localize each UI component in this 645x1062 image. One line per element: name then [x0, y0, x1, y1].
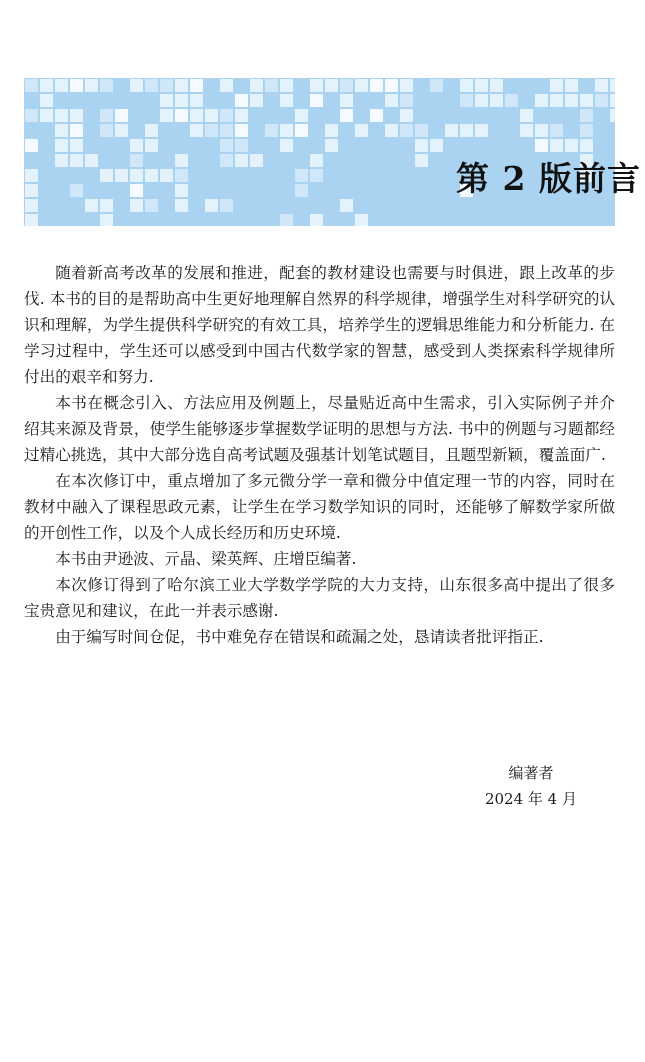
mosaic-tile	[100, 214, 113, 226]
mosaic-tile	[25, 169, 38, 182]
mosaic-tile	[295, 169, 308, 182]
mosaic-tile	[100, 79, 113, 92]
mosaic-tile	[250, 79, 263, 92]
mosaic-tile	[325, 79, 338, 92]
mosaic-tile	[160, 79, 173, 92]
mosaic-tile	[565, 139, 578, 152]
mosaic-tile	[385, 124, 398, 137]
mosaic-tile	[85, 154, 98, 167]
mosaic-tile	[85, 79, 98, 92]
mosaic-tile	[55, 109, 68, 122]
mosaic-tile	[310, 214, 323, 226]
mosaic-tile	[550, 124, 563, 137]
mosaic-tile	[145, 199, 158, 212]
mosaic-tile	[505, 94, 518, 107]
paragraph: 本书在概念引入、方法应用及例题上，尽量贴近高中生需求，引入实际例子并介绍其来源及背景，使学生能够逐步掌握数学证明的思想与方法. 书中的例题与习题都经过精心挑选，其中大部分选自高考试题及强基计划笔试题目，且题型新颖，覆盖面广.	[24, 394, 615, 464]
mosaic-tile	[610, 94, 615, 107]
mosaic-tile	[460, 79, 473, 92]
mosaic-tile	[220, 154, 233, 167]
mosaic-tile	[310, 169, 323, 182]
paragraph: 本次修订得到了哈尔滨工业大学数学学院的大力支持，山东很多高中提出了很多宝贵意见和建议，在此一并表示感谢.	[24, 576, 615, 620]
mosaic-tile	[595, 94, 608, 107]
mosaic-tile	[70, 79, 83, 92]
author-signature: 编著者	[508, 764, 554, 782]
mosaic-tile	[205, 109, 218, 122]
mosaic-tile	[550, 94, 563, 107]
mosaic-tile	[160, 109, 173, 122]
mosaic-tile	[220, 139, 233, 152]
mosaic-tile	[295, 109, 308, 122]
signature-block	[485, 760, 577, 812]
mosaic-tile	[220, 109, 233, 122]
mosaic-tile	[175, 79, 188, 92]
mosaic-tile	[400, 124, 413, 137]
mosaic-tile	[415, 154, 428, 167]
mosaic-tile	[205, 199, 218, 212]
mosaic-tile	[100, 124, 113, 137]
mosaic-tile	[535, 124, 548, 137]
mosaic-tile	[580, 124, 593, 137]
mosaic-tile	[220, 79, 233, 92]
mosaic-tile	[400, 79, 413, 92]
mosaic-tile	[145, 139, 158, 152]
mosaic-tile	[145, 169, 158, 182]
mosaic-tile	[355, 124, 368, 137]
mosaic-tile	[340, 109, 353, 122]
mosaic-tile	[535, 94, 548, 107]
mosaic-tile	[370, 109, 383, 122]
page-title: 第 2 版前言	[456, 159, 641, 198]
mosaic-tile	[280, 124, 293, 137]
mosaic-tile	[340, 199, 353, 212]
mosaic-tile	[160, 169, 173, 182]
mosaic-tile	[235, 139, 248, 152]
mosaic-tile	[460, 124, 473, 137]
mosaic-tile	[55, 139, 68, 152]
mosaic-tile	[100, 109, 113, 122]
mosaic-tile	[175, 169, 188, 182]
mosaic-tile	[70, 124, 83, 137]
mosaic-tile	[85, 199, 98, 212]
mosaic-pattern	[24, 78, 615, 226]
mosaic-tile	[70, 154, 83, 167]
mosaic-tile	[565, 79, 578, 92]
mosaic-tile	[175, 154, 188, 167]
mosaic-tile	[430, 79, 443, 92]
mosaic-tile	[295, 124, 308, 137]
mosaic-tile	[130, 199, 143, 212]
mosaic-tile	[70, 184, 83, 197]
mosaic-tile	[130, 154, 143, 167]
mosaic-tile	[25, 214, 38, 226]
mosaic-tile	[235, 109, 248, 122]
mosaic-tile	[130, 139, 143, 152]
mosaic-tile	[205, 124, 218, 137]
mosaic-tile	[220, 199, 233, 212]
mosaic-tile	[130, 79, 143, 92]
mosaic-tile	[460, 94, 473, 107]
mosaic-tile	[25, 109, 38, 122]
mosaic-tile	[130, 169, 143, 182]
mosaic-tile	[445, 124, 458, 137]
mosaic-tile	[235, 154, 248, 167]
mosaic-tile	[100, 169, 113, 182]
mosaic-tile	[475, 79, 488, 92]
mosaic-tile	[475, 94, 488, 107]
mosaic-tile	[535, 139, 548, 152]
paragraph: 本书由尹逊波、亓晶、梁英辉、庄增臣编著.	[55, 550, 357, 568]
paragraph: 在本次修订中，重点增加了多元微分学一章和微分中值定理一节的内容，同时在教材中融入了课程思政元素，让学生在学习数学知识的同时，还能够了解数学家所做的开创性工作，以及个人成长经历和历史环境.	[24, 472, 615, 542]
mosaic-tile	[475, 124, 488, 137]
mosaic-tile	[370, 79, 383, 92]
preface-body	[24, 260, 615, 650]
mosaic-tile	[280, 79, 293, 92]
mosaic-tile	[160, 94, 173, 107]
mosaic-tile	[40, 94, 53, 107]
mosaic-tile	[100, 199, 113, 212]
mosaic-tile	[115, 169, 128, 182]
mosaic-tile	[385, 79, 398, 92]
mosaic-tile	[40, 79, 53, 92]
mosaic-tile	[265, 79, 278, 92]
mosaic-tile	[340, 94, 353, 107]
mosaic-tile	[145, 124, 158, 137]
mosaic-tile	[310, 154, 323, 167]
mosaic-tile	[130, 184, 143, 197]
mosaic-tile	[580, 109, 593, 122]
mosaic-tile	[265, 124, 278, 137]
mosaic-tile	[355, 214, 368, 226]
mosaic-tile	[145, 79, 158, 92]
mosaic-tile	[235, 124, 248, 137]
mosaic-tile	[220, 124, 233, 137]
mosaic-tile	[280, 139, 293, 152]
mosaic-tile	[415, 124, 428, 137]
mosaic-tile	[25, 184, 38, 197]
mosaic-tile	[400, 109, 413, 122]
mosaic-tile	[175, 184, 188, 197]
mosaic-tile	[175, 199, 188, 212]
signature-date: 2024 年 4 月	[484, 790, 577, 808]
mosaic-tile	[385, 94, 398, 107]
mosaic-tile	[55, 154, 68, 167]
mosaic-tile	[70, 139, 83, 152]
mosaic-tile	[280, 214, 293, 226]
mosaic-tile	[490, 79, 503, 92]
mosaic-tile	[250, 154, 263, 167]
mosaic-tile	[580, 94, 593, 107]
mosaic-tile	[415, 139, 428, 152]
mosaic-tile	[70, 109, 83, 122]
mosaic-tile	[115, 109, 128, 122]
mosaic-tile	[55, 79, 68, 92]
mosaic-tile	[490, 94, 503, 107]
mosaic-tile	[610, 79, 615, 92]
mosaic-tile	[550, 139, 563, 152]
paragraph: 由于编写时间仓促，书中难免存在错误和疏漏之处，恳请读者批评指正.	[55, 628, 544, 646]
mosaic-tile	[565, 94, 578, 107]
mosaic-tile	[400, 94, 413, 107]
mosaic-tile	[190, 94, 203, 107]
header-banner	[24, 78, 615, 226]
mosaic-tile	[340, 79, 353, 92]
mosaic-tile	[25, 199, 38, 212]
mosaic-tile	[25, 139, 38, 152]
mosaic-tile	[430, 139, 443, 152]
mosaic-tile	[520, 124, 533, 137]
mosaic-tile	[520, 109, 533, 122]
mosaic-tile	[550, 79, 563, 92]
mosaic-tile	[25, 79, 38, 92]
mosaic-tile	[580, 139, 593, 152]
mosaic-tile	[40, 109, 53, 122]
mosaic-tile	[325, 139, 338, 152]
mosaic-tile	[295, 184, 308, 197]
mosaic-tile	[355, 79, 368, 92]
mosaic-tile	[250, 94, 263, 107]
mosaic-tile	[190, 124, 203, 137]
mosaic-tile	[190, 79, 203, 92]
mosaic-tile	[280, 94, 293, 107]
paragraph: 随着新高考改革的发展和推进，配套的教材建设也需要与时俱进，跟上改革的步伐. 本书的目的是帮助高中生更好地理解自然界的科学规律，增强学生对科学研究的认识和理解，为学生提供科学研究的有效工具，培养学生的逻辑思维能力和分析能力. 在学习过程中，学生还可以感受到中国古代数学家的智慧，感受到人类探索科学规律所付出的艰辛和努力.	[24, 264, 615, 386]
mosaic-tile	[610, 109, 615, 122]
mosaic-tile	[235, 94, 248, 107]
mosaic-tile	[115, 124, 128, 137]
mosaic-tile	[175, 109, 188, 122]
mosaic-tile	[595, 79, 608, 92]
mosaic-tile	[310, 79, 323, 92]
mosaic-tile	[190, 109, 203, 122]
mosaic-tile	[310, 94, 323, 107]
mosaic-tile	[325, 124, 338, 137]
mosaic-tile	[55, 124, 68, 137]
mosaic-tile	[175, 94, 188, 107]
